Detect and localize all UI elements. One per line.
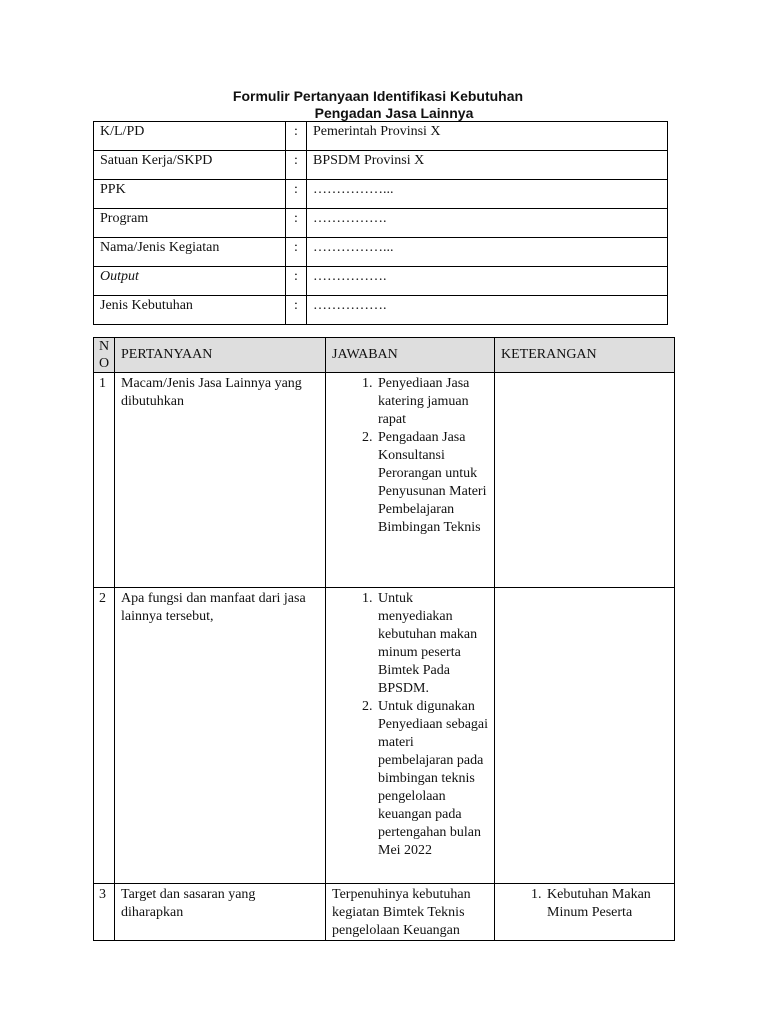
header-answer: JAWABAN: [326, 338, 495, 373]
info-label: Nama/Jenis Kegiatan: [94, 238, 286, 267]
note-item: 1. Kebutuhan Makan Minum Peserta: [545, 886, 668, 922]
question-cell: Macam/Jenis Jasa Lainnya yang dibutuhkan: [115, 373, 326, 588]
row-number: 1: [94, 373, 115, 588]
header-no: [94, 338, 115, 373]
info-label: Satuan Kerja/SKPD: [94, 151, 286, 180]
answer-list: [332, 375, 488, 537]
info-row: [94, 122, 668, 151]
info-row: [94, 209, 668, 238]
header-question: PERTANYAAN: [115, 338, 326, 373]
info-row: [94, 151, 668, 180]
row-number: 3: [94, 884, 115, 941]
info-row: [94, 267, 668, 296]
info-separator: :: [286, 238, 307, 267]
question-table: [93, 337, 675, 941]
answer-cell: [326, 373, 495, 588]
table-row: [94, 588, 675, 884]
info-table: [93, 121, 668, 325]
note-cell: [495, 884, 675, 941]
answer-item: 2. Pengadaan Jasa Konsultansi Perorangan untuk Penyusunan Materi Pembelajaran Bimbingan Teknis: [376, 429, 488, 537]
note-list: [501, 886, 668, 922]
question-cell: Apa fungsi dan manfaat dari jasa lainnya tersebut,: [115, 588, 326, 884]
header-note: KETERANGAN: [495, 338, 675, 373]
answer-list: [332, 590, 488, 860]
info-value: BPSDM Provinsi X: [307, 151, 668, 180]
info-value: …………….: [307, 209, 668, 238]
info-value: …………….: [307, 267, 668, 296]
info-label: PPK: [94, 180, 286, 209]
info-separator: :: [286, 296, 307, 325]
info-separator: :: [286, 122, 307, 151]
info-value: Pemerintah Provinsi X: [307, 122, 668, 151]
row-number: 2: [94, 588, 115, 884]
header-no-text: N O: [99, 339, 110, 371]
note-cell: [495, 588, 675, 884]
table-row: [94, 884, 675, 941]
info-row: [94, 296, 668, 325]
answer-cell: Terpenuhinya kebutuhan kegiatan Bimtek Teknis pengelolaan Keuangan: [326, 884, 495, 941]
answer-item: 2. Untuk digunakan Penyediaan sebagai materi pembelajaran pada bimbingan teknis pengelolaan keuangan pada pertengahan bulan Mei 2022: [376, 698, 488, 860]
info-value: …………….: [307, 296, 668, 325]
answer-item: 1. Untuk menyediakan kebutuhan makan minum peserta Bimtek Pada BPSDM.: [376, 590, 488, 698]
info-label: K/L/PD: [94, 122, 286, 151]
form-title: Formulir Pertanyaan Identifikasi Kebutuhan: [232, 88, 524, 104]
question-cell: Target dan sasaran yang diharapkan: [115, 884, 326, 941]
info-label: Output: [94, 267, 286, 296]
answer-item: 1. Penyediaan Jasa katering jamuan rapat: [376, 375, 488, 429]
info-value: ……………...: [307, 180, 668, 209]
info-label: Jenis Kebutuhan: [94, 296, 286, 325]
info-row: [94, 238, 668, 267]
form-subtitle: Pengadan Jasa Lainnya: [314, 105, 474, 121]
info-row: [94, 180, 668, 209]
info-label: Program: [94, 209, 286, 238]
info-separator: :: [286, 151, 307, 180]
answer-cell: [326, 588, 495, 884]
info-separator: :: [286, 267, 307, 296]
table-row: [94, 373, 675, 588]
info-value: ……………...: [307, 238, 668, 267]
info-separator: :: [286, 209, 307, 238]
header-row: [94, 338, 675, 373]
note-cell: [495, 373, 675, 588]
info-separator: :: [286, 180, 307, 209]
